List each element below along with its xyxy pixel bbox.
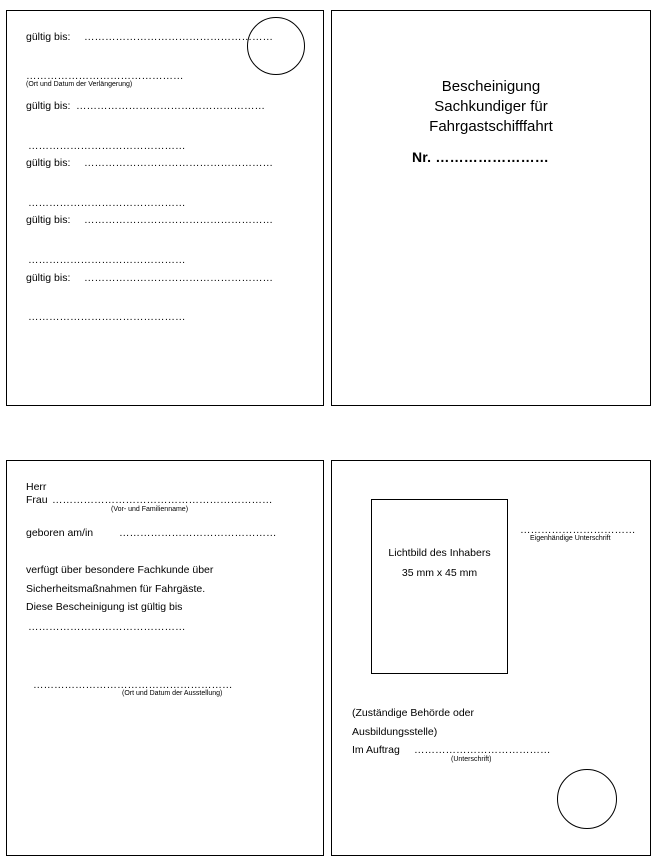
stamp-circle-bottom	[557, 769, 617, 829]
salutation-mrs: Frau	[26, 494, 48, 506]
place-dots-1: ………………………………………	[26, 70, 184, 82]
place-date-caption: (Ort und Datum der Verlängerung)	[26, 81, 133, 88]
statement-line-3: Diese Bescheinigung ist gültig bis	[26, 601, 183, 613]
validity-extension-panel	[6, 10, 324, 406]
validity-dots-2: ………………………………………………	[76, 100, 265, 112]
birth-label: geboren am/in	[26, 527, 94, 539]
validity-dots-5: ………………………………………………	[84, 272, 273, 284]
salutation-mr: Herr	[26, 481, 47, 493]
on-behalf-dots: …………………………………	[414, 744, 551, 756]
certificate-number: Nr. ……………………	[412, 149, 549, 165]
birth-dots: ………………………………………	[119, 527, 277, 539]
stamp-circle-top	[247, 17, 305, 75]
photo-authority-panel	[331, 460, 651, 856]
place-dots-2: ………………………………………	[28, 140, 186, 152]
validity-dots-3: ………………………………………………	[84, 157, 273, 169]
certificate-title-line-3: Fahrgastschifffahrt	[429, 118, 553, 135]
name-caption: (Vor- und Familienname)	[111, 506, 189, 513]
photo-label: Lichtbild des Inhabers	[388, 547, 491, 559]
holder-details-panel	[6, 460, 324, 856]
certificate-title-line-2: Sachkundiger für	[434, 98, 548, 115]
authority-line-2: Ausbildungsstelle)	[352, 726, 438, 738]
cover-panel	[331, 10, 651, 406]
issue-dots: …………………………………………………	[33, 679, 233, 691]
issue-caption: (Ort und Datum der Ausstellung)	[122, 690, 223, 697]
statement-line-2: Sicherheitsmaßnahmen für Fahrgäste.	[26, 583, 206, 595]
certificate-title-line-1: Bescheinigung	[441, 78, 541, 95]
signature-dots: ……………………………	[520, 524, 636, 536]
valid-until-dots: ………………………………………	[28, 621, 186, 633]
validity-label-5: gültig bis:	[26, 272, 71, 284]
on-behalf-label: Im Auftrag	[352, 744, 400, 756]
validity-label-1: gültig bis:	[26, 31, 71, 43]
name-dots: ………………………………………………………	[52, 494, 273, 506]
on-behalf-caption: (Unterschrift)	[451, 756, 492, 763]
photo-box	[371, 499, 508, 674]
place-dots-4: ………………………………………	[28, 254, 186, 266]
signature-caption: Eigenhändige Unterschrift	[530, 535, 611, 542]
validity-label-4: gültig bis:	[26, 214, 71, 226]
place-dots-3: ………………………………………	[28, 197, 186, 209]
validity-label-3: gültig bis:	[26, 157, 71, 169]
statement-line-1: verfügt über besondere Fachkunde über	[26, 564, 214, 576]
validity-label-2: gültig bis:	[26, 100, 71, 112]
validity-dots-1: ………………………………………………	[84, 31, 273, 43]
photo-size: 35 mm x 45 mm	[401, 567, 478, 579]
validity-dots-4: ………………………………………………	[84, 214, 273, 226]
authority-line-1: (Zuständige Behörde oder	[352, 707, 474, 719]
place-dots-5: ………………………………………	[28, 311, 186, 323]
